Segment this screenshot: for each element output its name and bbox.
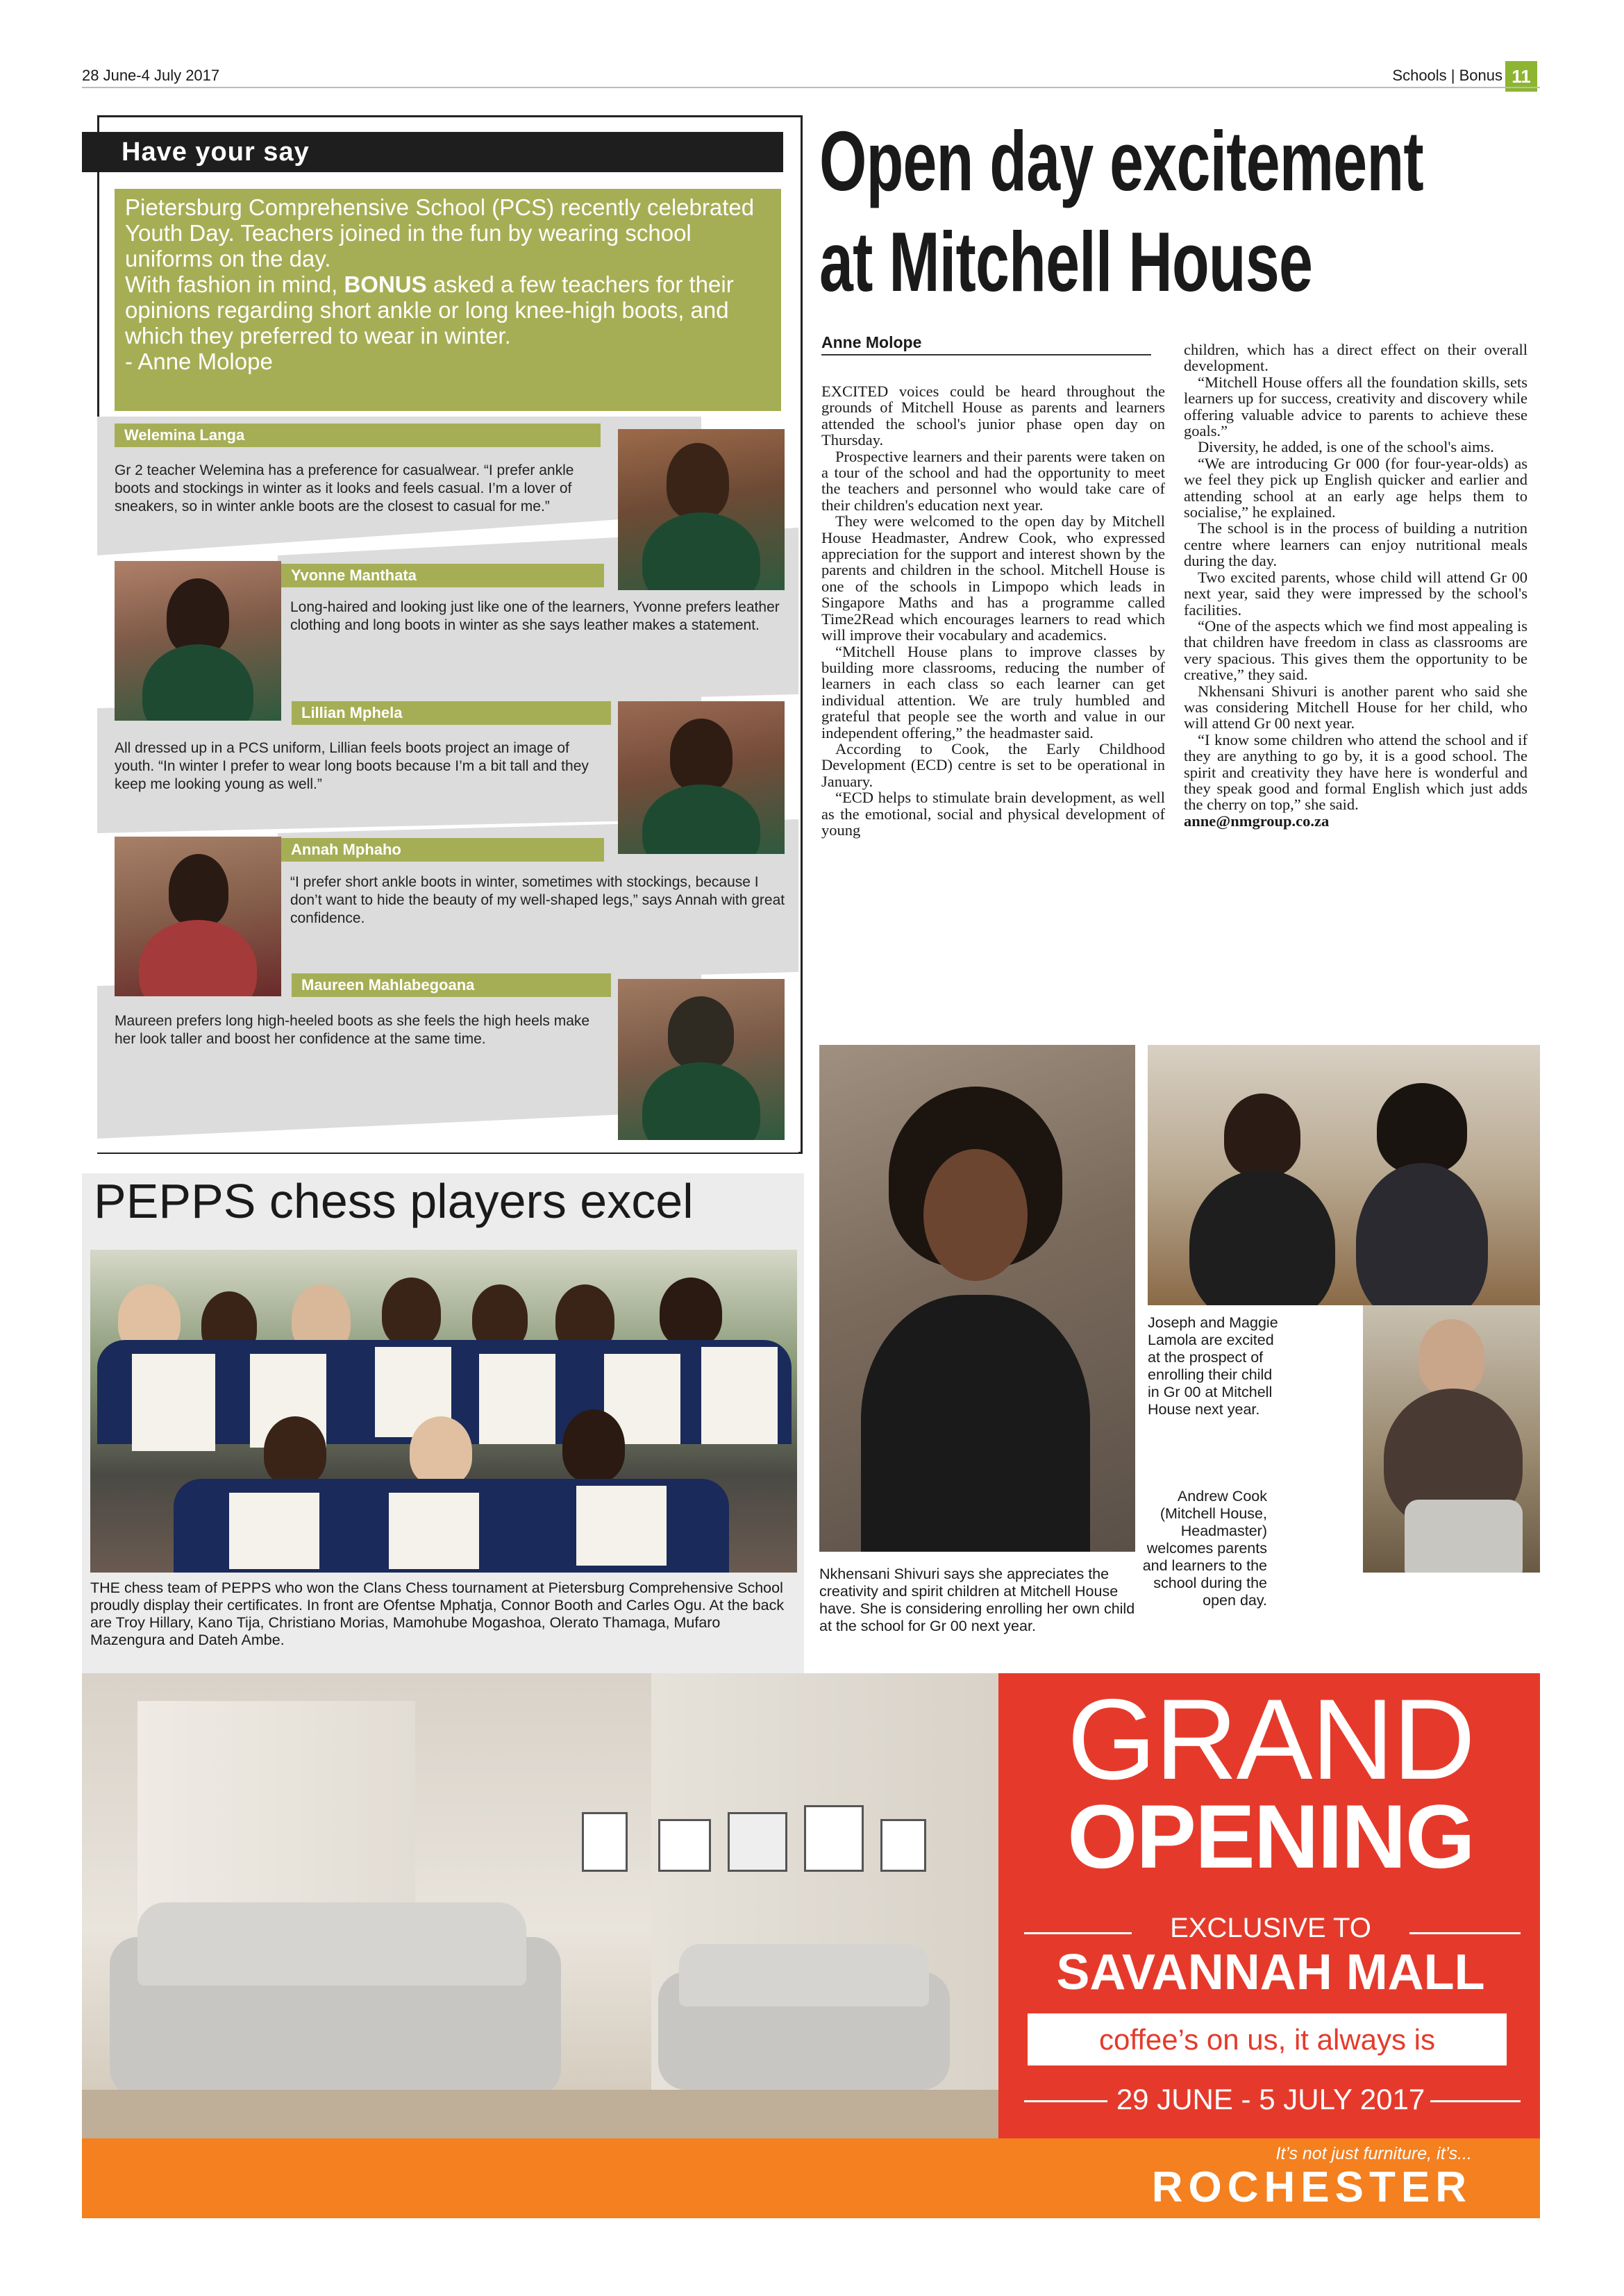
teacher-name-lillian: Lillian Mphela xyxy=(292,701,611,725)
paragraph: According to Cook, the Early Childhood Development (ECD) centre is set to be operational in January. xyxy=(821,739,1165,790)
teacher-quote-yvonne: Long-haired and looking just like one of the learners, Yvonne prefers leather clothing and long boots in winter as she says leather makes a statement. xyxy=(290,599,780,633)
photo-maureen xyxy=(618,979,785,1140)
photo-annah xyxy=(115,837,281,996)
photo-lamola-parents xyxy=(1148,1045,1540,1305)
headline-line-1: Open day excitement xyxy=(819,114,1423,208)
paragraph: “We are introducing Gr 000 (for four-year-olds) as we feel they pick up English quicker and earlier and attending school at an early age helps them to socialise,” he explained. xyxy=(1184,454,1527,521)
intro-text-post: asked a few teachers for their opinions regarding short ankle or long knee-high boots, and which they preferred to wear in winter. xyxy=(125,271,734,349)
photo-chess-team xyxy=(90,1250,797,1573)
intro-author: - Anne Molope xyxy=(125,349,273,374)
teacher-quote-lillian: All dressed up in a PCS uniform, Lillian feels boots project an image of youth. “In winter I prefer to wear long boots because I’m a bit tall and they keep me looking young as well.” xyxy=(115,740,589,792)
paragraph: “Mitchell House plans to improve classes by building more classrooms, reducing the number of learners in each class so each learner can get individual attention. We are truly humbled and grateful that people see the worth and value in our independent offering,” the headmaster said. xyxy=(821,642,1165,741)
photo-lillian xyxy=(618,701,785,854)
headline-line-2: at Mitchell House xyxy=(819,215,1313,309)
paragraph: EXCITED voices could be heard throughout the grounds of Mitchell House as parents and learners attended the school's junior phase open day on Thursday. xyxy=(821,383,1165,449)
ad-brand-logo: ROCHESTER xyxy=(1151,2163,1472,2211)
intro-paragraph-1: Pietersburg Comprehensive School (PCS) recently celebrated Youth Day. Teachers joined in the fun by wearing school uniforms on the day. xyxy=(125,194,755,271)
ad-coffee-banner: coffee’s on us, it always is xyxy=(1028,2013,1507,2065)
author-email: anne@nmgroup.co.za xyxy=(1184,812,1330,830)
paragraph: Nkhensani Shivuri is another parent who said she was considering Mitchell House for her child, who will attend Gr 00 next year. xyxy=(1184,682,1527,732)
caption-nkhensani: Nkhensani Shivuri says she appreciates the creativity and spirit children at Mitchell House have. She is considering enrolling her own child at the school for Gr 00 next year. xyxy=(819,1566,1135,1634)
ad-exclusive: EXCLUSIVE TO xyxy=(1170,1913,1371,1943)
teacher-quote-maureen: Maureen prefers long high-heeled boots as she feels the high heels make her look taller and boost her confidence at the same time. xyxy=(115,1013,590,1047)
paragraph: They were welcomed to the open day by Mitchell House Headmaster, Andrew Cook, who expressed appreciation for the support and interest shown by the parents and children in the school. Mitchell House is one of the schools in Limpopo which leads in Singapore Maths and has a programme called Time2Read which encourages learners to read which will improve their vocabulary and academics. xyxy=(821,512,1165,644)
paragraph: The school is in the process of building a nutrition centre where learners can enjoy nutritional meals during the day. xyxy=(1184,519,1527,570)
paragraph: Diversity, he added, is one of the school's aims. xyxy=(1198,438,1494,456)
chess-headline: PEPPS chess players excel xyxy=(94,1174,694,1228)
ad-grand: GRAND xyxy=(1067,1675,1474,1803)
caption-andrew-cook: Andrew Cook (Mitchell House, Headmaster) welcomes parents and learners to the school during the open day. xyxy=(1142,1488,1267,1609)
paragraph: “One of the aspects which we find most appealing is that children have freedom in class as classrooms are very spacious. This gives them the opportunity to be creative,” they said. xyxy=(1184,617,1527,684)
ad-showroom-image xyxy=(82,1673,998,2138)
photo-yvonne xyxy=(115,561,281,721)
paragraph: “I know some children who attend the school and if they are anything to go by, it is a good school. The spirit and creativity they have here is wonderful and they speak good and formal English which just adds the cherry on top,” she said. xyxy=(1184,730,1527,814)
teacher-quote-annah: “I prefer short ankle boots in winter, sometimes with stockings, because I don’t want to hide the beauty of my well-shaped legs,” says Annah with great confidence. xyxy=(290,874,785,926)
article-column-1 xyxy=(821,383,1165,838)
page-number: 11 xyxy=(1505,61,1537,92)
ad-mall: SAVANNAH MALL xyxy=(1056,1945,1485,2000)
ad-slogan: It’s not just furniture, it’s... xyxy=(1275,2144,1472,2163)
chess-caption: THE chess team of PEPPS who won the Clans Chess tournament at Pietersburg Comprehensive School proudly display their certificates. In front are Ofentse Mphatja, Connor Booth and Carles Ogu. At the back are Troy Hillary, Kano Tija, Christiano Morias, Mamohube Mogashoa, Olerato Thamaga, Mufaro Mazengura and Dateh Ambe. xyxy=(90,1579,785,1648)
caption-lamola: Joseph and Maggie Lamola are excited at the prospect of enrolling their child in Gr 00 at Mitchell House next year. xyxy=(1148,1314,1278,1418)
paragraph: “Mitchell House offers all the foundation skills, sets learners up for success, creativity and discovery while offering valuable advice to parents to achieve these goals.” xyxy=(1184,373,1527,440)
header-rule xyxy=(82,87,1540,88)
have-your-say-title: Have your say xyxy=(122,137,310,167)
issue-date: 28 June-4 July 2017 xyxy=(82,67,220,84)
paragraph: children, which has a direct effect on their overall development. xyxy=(1184,341,1527,375)
teacher-name-welemina: Welemina Langa xyxy=(115,424,601,447)
intro-text-pre: With fashion in mind, xyxy=(125,271,344,297)
photo-nkhensani xyxy=(819,1045,1135,1552)
teacher-quote-welemina: Gr 2 teacher Welemina has a preference for casualwear. “I prefer ankle boots and stockings in winter as it looks and feels casual. I’m a lover of sneakers, so in winter ankle boots are the closest to casual for me.” xyxy=(115,462,574,514)
teacher-name-maureen: Maureen Mahlabegoana xyxy=(292,973,611,997)
intro-paragraph-2 xyxy=(125,271,771,349)
ad-opening: OPENING xyxy=(1067,1786,1474,1887)
intro-brand: BONUS xyxy=(344,271,427,297)
article-column-2 xyxy=(1184,342,1527,829)
article-byline: Anne Molope xyxy=(821,333,922,351)
article-headline xyxy=(819,111,1423,312)
photo-andrew-cook xyxy=(1363,1305,1540,1573)
teacher-name-yvonne: Yvonne Manthata xyxy=(281,564,604,587)
paragraph: Two excited parents, whose child will attend Gr 00 next year, said they were impressed by the school's facilities. xyxy=(1184,568,1527,619)
ad-dates: 29 JUNE - 5 JULY 2017 xyxy=(1116,2083,1425,2115)
section-label: Schools | Bonus xyxy=(1392,67,1502,84)
teacher-name-annah: Annah Mphaho xyxy=(281,838,604,862)
paragraph: Prospective learners and their parents were taken on a tour of the school and had the opportunity to meet the teachers and personnel who would take care of their children's education next year. xyxy=(821,447,1165,514)
photo-welemina xyxy=(618,429,785,590)
intro-text xyxy=(125,194,771,374)
byline-rule xyxy=(821,354,1151,355)
paragraph: “ECD helps to stimulate brain development, as well as the emotional, social and physical development of young xyxy=(821,789,1165,839)
